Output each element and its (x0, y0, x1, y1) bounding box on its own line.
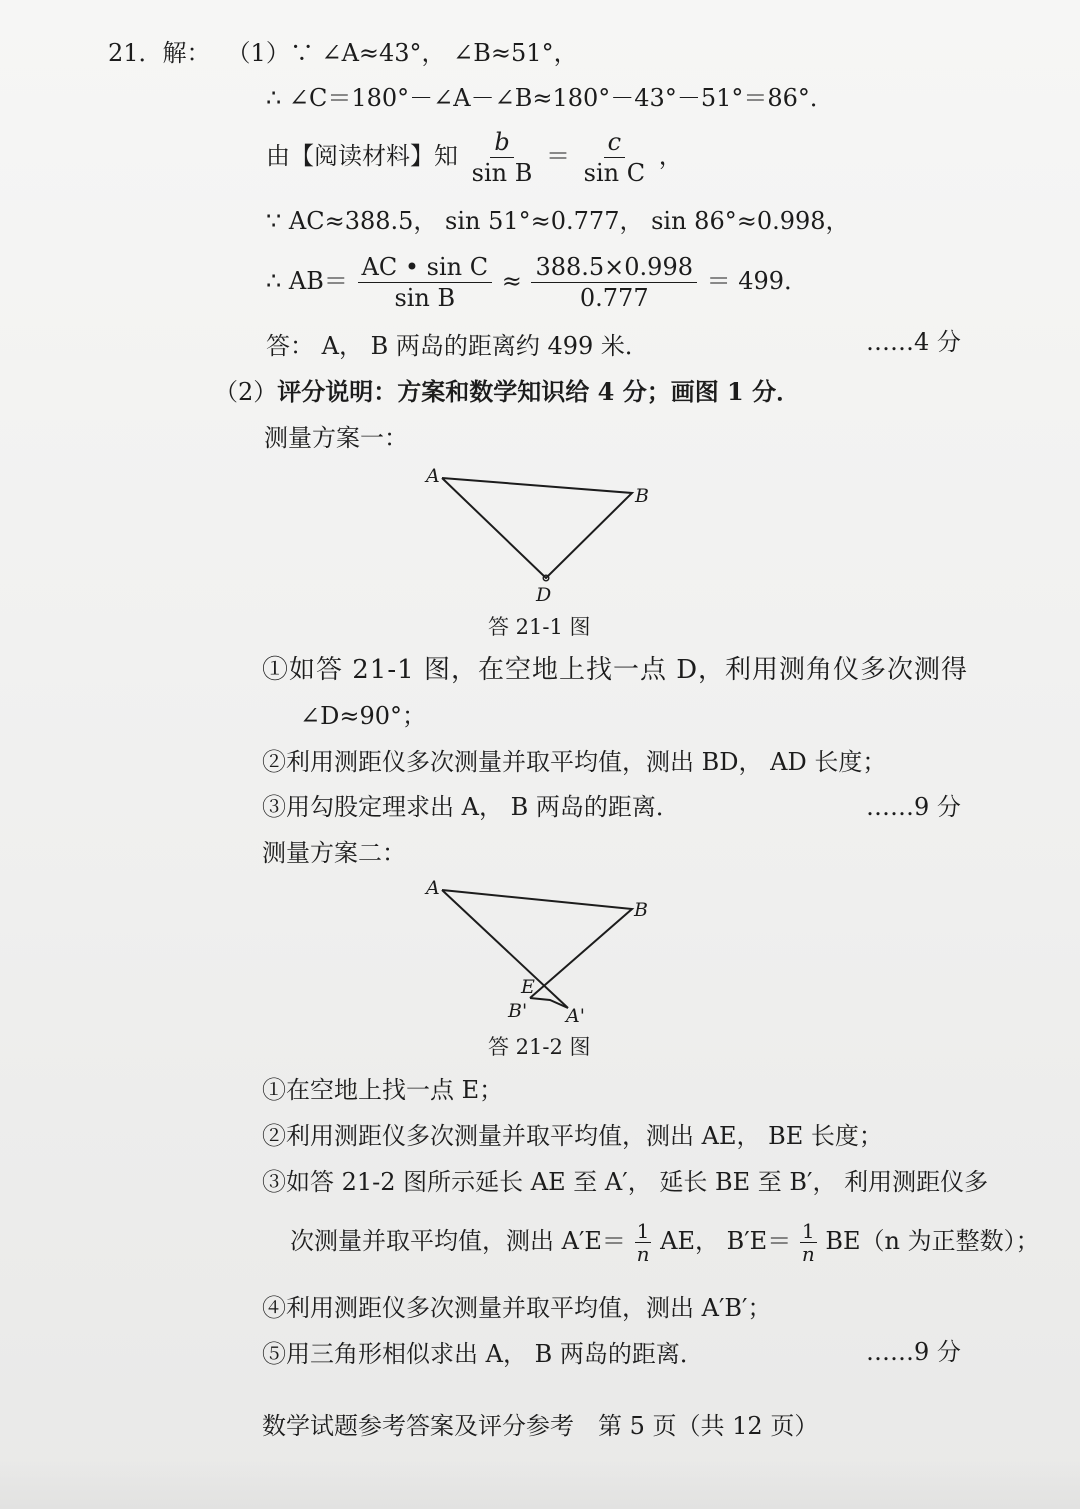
problem-number: 21．解： (108, 39, 211, 67)
fig2-label-a: A (426, 877, 440, 899)
plan1-title: 测量方案一： (264, 424, 408, 452)
problem-header (108, 38, 578, 68)
plan1-step1: ①如答 21-1 图，在空地上找一点 D，利用测角仪多次测得 (262, 655, 969, 685)
part1-line-compute-ab: ∴ AB＝ $\frac{\text{AC • sin C}}{\text{sin B}}$ ≈ $\frac{388.5\times 0.998}{0.777}$ ＝ 499． (266, 253, 809, 312)
bottom-shadow (0, 1460, 1080, 1509)
fraction-b-over-sinb: $\frac{b}{\text{sin B}}$ (471, 128, 533, 187)
line-a-a-prime (442, 890, 568, 1008)
plan2-step2: ②利用测距仪多次测量并取平均值，测出 AE， BE 长度； (262, 1122, 883, 1150)
part2-header: （2）评分说明：方案和数学知识给 4 分；画图 1 分． (214, 377, 801, 406)
plan2-score: ……9 分 (866, 1338, 961, 1366)
plan1-step1-cont: ∠D≈90°； (300, 702, 426, 730)
triangle-abd (442, 478, 632, 578)
fig2-label-a-prime: A' (566, 1005, 585, 1024)
fig1-label-a: A (426, 465, 440, 487)
plan2-step3-cont: 次测量并取平均值，测出 A′E＝ $\frac{1}{n}$ AE， B′E＝ $\frac{1}{n}$ BE（n 为正整数）； (290, 1219, 1040, 1266)
plan2-step5: ⑤用三角形相似求出 A， B 两岛的距离． (262, 1340, 704, 1368)
fig2-label-b-prime: B' (508, 1000, 528, 1022)
fig2-label-b: B (634, 899, 648, 921)
segment-a-e-b (442, 890, 632, 998)
plan2-step1: ①在空地上找一点 E； (262, 1076, 504, 1104)
part1-line-given-angles: ∵ ∠A≈43°， ∠B≈51°， (289, 39, 578, 67)
plan2-step4: ④利用测距仪多次测量并取平均值，测出 A′B′； (262, 1294, 772, 1322)
plan1-step2: ②利用测距仪多次测量并取平均值，测出 BD， AD 长度； (262, 748, 887, 776)
plan1-score: ……9 分 (866, 793, 961, 821)
part1-label: （1） (226, 39, 290, 67)
plan1-step3: ③用勾股定理求出 A， B 两岛的距离． (262, 793, 680, 821)
part1-answer: 答： A， B 两岛的距离约 499 米． (266, 332, 649, 360)
figure-21-2 (420, 874, 660, 1024)
plan2-title: 测量方案二： (262, 839, 406, 867)
part1-line-known-values: ∵ AC≈388.5， sin 51°≈0.777， sin 86°≈0.998， (266, 207, 850, 235)
part1-score: ……4 分 (866, 328, 961, 356)
fig1-label-d: D (536, 584, 552, 605)
fraction-c-over-sinc: $\frac{c}{\text{sin C}}$ (583, 128, 646, 187)
part2-scoring-note: 评分说明：方案和数学知识给 4 分；画图 1 分． (277, 377, 801, 406)
figure-21-1 (420, 460, 660, 605)
page-footer: 数学试题参考答案及评分参考 第 5 页（共 12 页） (262, 1412, 819, 1440)
fraction-numeric: $\frac{388.5\times 0.998}{0.777}$ (531, 252, 697, 313)
part1-line-angle-c: ∴ ∠C＝180°－∠A－∠B≈180°－43°－51°＝86°． (266, 84, 834, 112)
figure-21-2-caption: 答 21-2 图 (488, 1035, 591, 1059)
fraction-ac-sinc-over-sinb: $\frac{\text{AC • sin C}}{\text{sin B}}$ (358, 252, 493, 313)
part1-line-sine-law: 由【阅读材料】知 $\frac{b}{\text{sin B}}$ ＝ $\frac{c}{\text{sin C}}$ ， (266, 128, 683, 187)
fig2-label-e: E (521, 976, 535, 998)
plan2-step3: ③如答 21-2 图所示延长 AE 至 A′， 延长 BE 至 B′， 利用测距仪多 (262, 1168, 989, 1196)
figure-21-1-caption: 答 21-1 图 (488, 615, 591, 639)
fraction-one-over-n-2: $\frac{1}{n}$ (801, 1219, 815, 1266)
fraction-one-over-n-1: $\frac{1}{n}$ (636, 1219, 650, 1266)
fig1-label-b: B (635, 485, 649, 507)
